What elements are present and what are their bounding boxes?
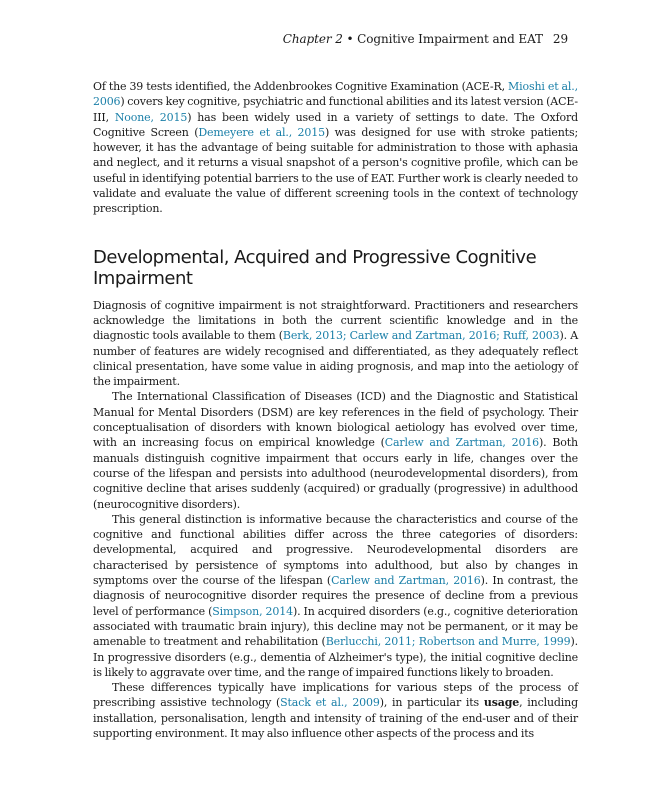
citation-link[interactable]: Simpson, 2014: [212, 604, 293, 618]
citation-link[interactable]: Carlew and Zartman, 2016: [331, 574, 481, 588]
section-heading: Developmental, Acquired and Progressive Cognitive Impairment: [93, 246, 537, 289]
page-number: 29: [552, 32, 568, 46]
citation-link[interactable]: Berk, 2013; Carlew and Zartman, 2016; Ruff, 2003: [282, 329, 560, 343]
running-header: [283, 32, 568, 46]
header-separator: •: [342, 32, 358, 46]
citation-link[interactable]: Demeyere et al., 2015: [198, 125, 325, 139]
citation-link[interactable]: Berlucchi, 2011; Robertson and Murre, 1999: [325, 635, 571, 649]
citation-link[interactable]: Stack et al., 2009: [280, 696, 380, 710]
citation-link[interactable]: Noone, 2015: [114, 110, 188, 124]
paragraph-screening-tools: Of the 39 tests identified, the Addenbrookes Cognitive Examination (ACE-R, Mioshi et al., 2006) covers key cognitive, psychiatric and functional abilities and its latest version (ACE-III, Noone, 2015) has been widely used in a variety of settings to date. The Oxford Cognitive Screen (Demeyere et al., 2015) was designed for use with stroke patients; however, it has the advantage of being suitable for administration to those with aphasia and neglect, and it returns a visual snapshot of a person's cognitive profile, which can be useful in identifying potential barriers to the use of EAT. Further work is clearly needed to validate and evaluate the value of different screening tools in the context of technology prescription.: [93, 80, 579, 216]
citation-link[interactable]: Carlew and Zartman, 2016: [384, 436, 540, 450]
citation-link[interactable]: Mioshi et al., 2006: [93, 80, 578, 109]
chapter-title: Cognitive Impairment and EAT: [357, 32, 543, 46]
paragraph-diagnosis: Diagnosis of cognitive impairment is not straightforward. Practitioners and researchers acknowledge the limitations in both the current scientific knowledge and in the diagnostic tools available to them (Berk, 2013; Carlew and Zartman, 2016; Ruff, 2003). A number of features are widely recognised and differentiated, as they adequately reflect clinical presentation, have some value in aiding prognosis, and map into the aetiology of the impairment.: [93, 298, 579, 389]
emphasis-usage: usage: [483, 696, 520, 710]
chapter-label: Chapter 2: [282, 32, 343, 46]
page-body: [93, 79, 578, 741]
paragraph-icd-dsm: The International Classification of Diseases (ICD) and the Diagnostic and Statistical Manual for Mental Disorders (DSM) are key references in the field of psychology. Their conceptualisation of disorders with known biological aetiology has evolved over time, with an increasing focus on empirical knowledge (Carlew and Zartman, 2016). Both manuals distinguish cognitive impairment that occurs early in life, changes over the course of the lifespan and persists into adulthood (neurodevelopmental disorders), from cognitive decline that arises suddenly (acquired) or gradually (progressive) in adulthood (neurocognitive disorders).: [93, 390, 578, 511]
paragraph-implications: These differences typically have implications for various steps of the process of prescribing assistive technology (Stack et al., 2009), in particular its usage, including installation, personalisation, length and intensity of training of the end-user and of their supporting environment. It may also influence other aspects of the process and its: [93, 681, 579, 740]
paragraph-distinction: This general distinction is informative because the characteristics and course of the cognitive and functional abilities differ across the three categories of disorders: developmental, acquired and progressive. Neurodevelopmental disorders are characterised by persistence of symptoms into adulthood, but also by changes in symptoms over the course of the lifespan (Carlew and Zartman, 2016). In contrast, the diagnosis of neurocognitive disorder requires the presence of decline from a previous level of performance (Simpson, 2014). In acquired disorders (e.g., cognitive deterioration associated with traumatic brain injury), this decline may not be permanent, or it may be amenable to treatment and rehabilitation (Berlucchi, 2011; Robertson and Murre, 1999). In progressive disorders (e.g., dementia of Alzheimer's type), the initial cognitive decline is likely to aggravate over time, and the range of impaired functions likely to broaden.: [93, 512, 579, 679]
